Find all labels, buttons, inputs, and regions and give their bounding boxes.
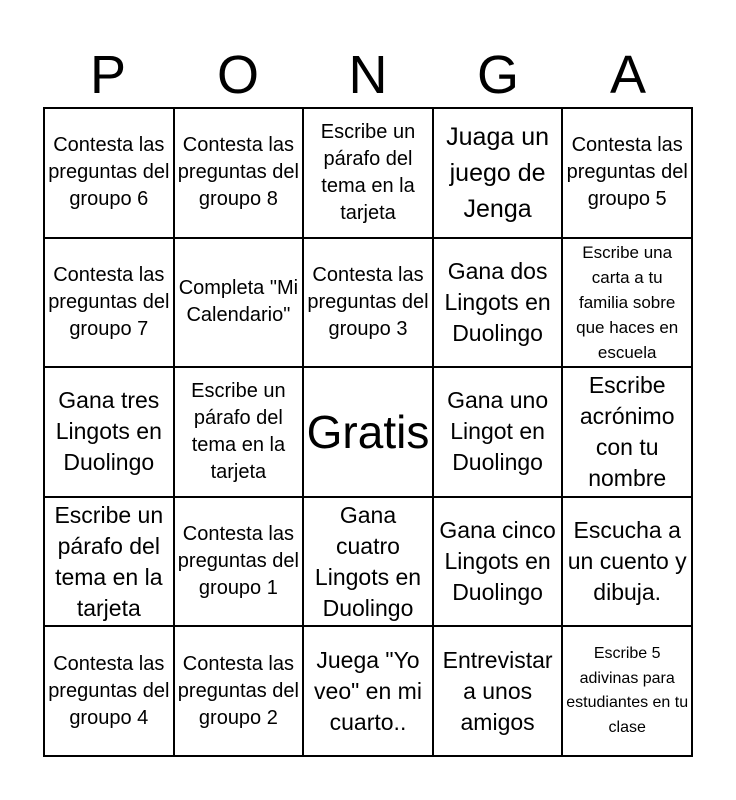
title-letter-p: P: [89, 45, 127, 105]
bingo-cell[interactable]: [174, 626, 304, 756]
bingo-cell[interactable]: [433, 497, 563, 627]
bingo-cell[interactable]: [433, 626, 563, 756]
bingo-title: [43, 44, 693, 106]
bingo-cell[interactable]: [562, 238, 692, 368]
bingo-cell-text: Gana dos Lingots en Duolingo: [444, 257, 551, 346]
bingo-cell-text: Escribe un párafo del tema en la tarjeta: [320, 120, 416, 224]
bingo-cell-text: Completa "Mi Calendario": [178, 277, 299, 327]
bingo-cell[interactable]: [433, 108, 563, 238]
bingo-cell[interactable]: [562, 626, 692, 756]
bingo-cell[interactable]: [174, 497, 304, 627]
bingo-cell[interactable]: [433, 238, 563, 368]
bingo-cell-text: Contesta las preguntas del groupo 4: [48, 652, 170, 729]
title-letter-a: A: [609, 45, 647, 105]
bingo-cell-text: Juaga un juego de Jenga: [446, 122, 550, 223]
bingo-cell-text: Escribe una carta a tu familia sobre que haces en escuela: [576, 242, 679, 362]
bingo-cell[interactable]: [174, 238, 304, 368]
bingo-cell[interactable]: [303, 626, 433, 756]
bingo-cell-text: Entrevistar a unos amigos: [442, 646, 553, 735]
bingo-cell-text: Contesta las preguntas del groupo 7: [48, 263, 170, 340]
bingo-cell-text: Contesta las preguntas del groupo 8: [177, 134, 299, 211]
bingo-cell[interactable]: [44, 108, 174, 238]
bingo-cell[interactable]: [562, 108, 692, 238]
bingo-cell[interactable]: [174, 367, 304, 497]
bingo-cell-text: Contesta las preguntas del groupo 3: [307, 263, 429, 340]
bingo-cell-text: Contesta las preguntas del groupo 5: [566, 134, 688, 211]
bingo-cell-text: Contesta las preguntas del groupo 6: [48, 134, 170, 211]
bingo-cell[interactable]: [44, 367, 174, 497]
bingo-cell-text: Escribe un párafo del tema en la tarjeta: [54, 501, 164, 621]
bingo-cell-text: Gana uno Lingot en Duolingo: [447, 387, 549, 476]
bingo-cell-text: Contesta las preguntas del groupo 2: [177, 652, 299, 729]
bingo-cell-text: Escribe 5 adivinas para estudiantes en tu clase: [566, 645, 689, 736]
bingo-cell[interactable]: [433, 367, 563, 497]
bingo-cell[interactable]: [303, 238, 433, 368]
bingo-cell-text: Juega "Yo veo" en mi cuarto..: [314, 646, 422, 735]
title-letter-o: O: [216, 45, 259, 105]
bingo-cell[interactable]: [562, 367, 692, 497]
bingo-cell-text: Gratis: [306, 405, 430, 458]
title-letter-g: G: [476, 45, 519, 105]
bingo-cell-text: Gana cuatro Lingots en Duolingo: [314, 501, 422, 621]
bingo-cell[interactable]: [44, 626, 174, 756]
bingo-cell-text: Escribe un párafo del tema en la tarjeta: [191, 379, 286, 483]
bingo-cell[interactable]: [174, 108, 304, 238]
bingo-cell[interactable]: [562, 497, 692, 627]
bingo-cell[interactable]: [44, 497, 174, 627]
bingo-free-cell[interactable]: [303, 367, 433, 497]
bingo-cell-text: Gana tres Lingots en Duolingo: [55, 387, 162, 476]
bingo-cell[interactable]: [44, 238, 174, 368]
bingo-cell[interactable]: [303, 497, 433, 627]
title-letter-n: N: [348, 45, 388, 105]
bingo-cell-text: Gana cinco Lingots en Duolingo: [439, 517, 556, 606]
bingo-cell-text: Contesta las preguntas del groupo 1: [177, 523, 299, 600]
bingo-cell-text: Escucha a un cuento y dibuja.: [567, 517, 687, 606]
bingo-board: [43, 107, 693, 757]
bingo-cell-text: Escribe acrónimo con tu nombre: [579, 372, 675, 491]
bingo-cell[interactable]: [303, 108, 433, 238]
